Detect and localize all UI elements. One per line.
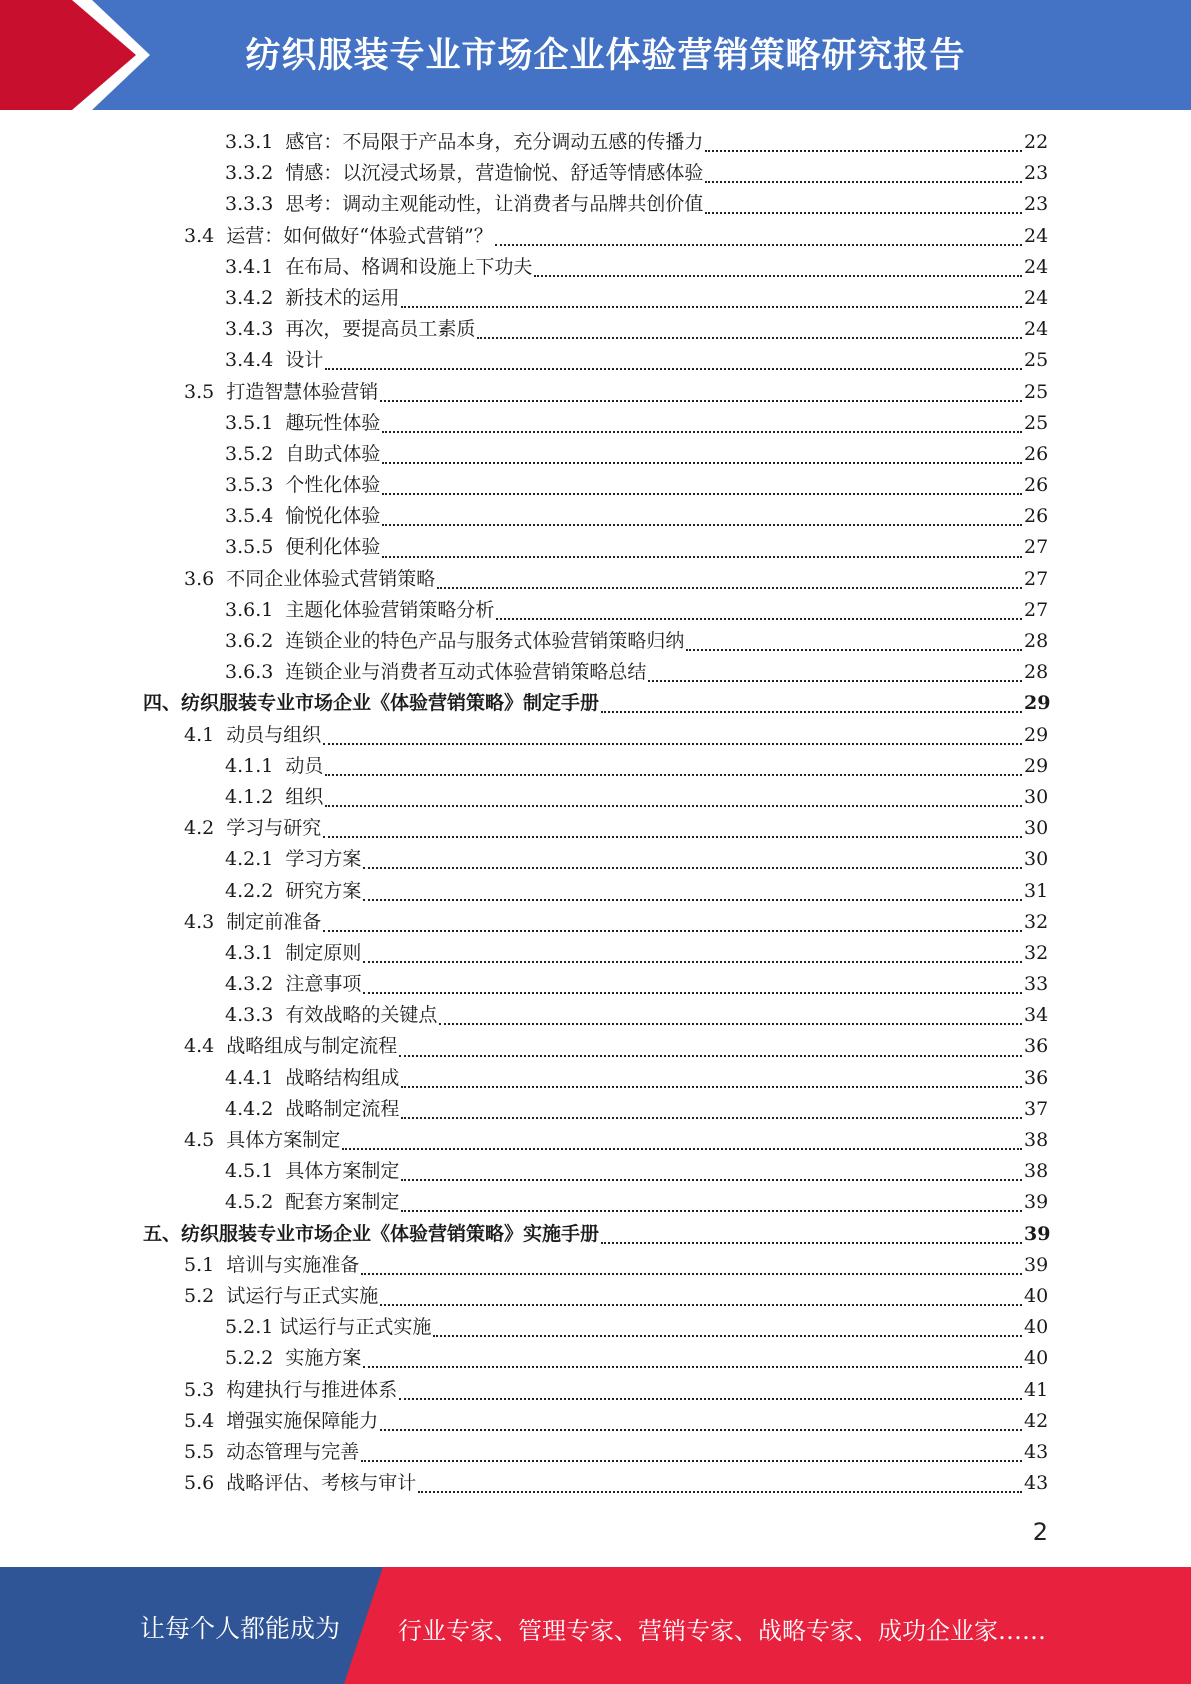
toc-entry-page: 38: [1024, 1160, 1049, 1183]
toc-entry-label: 5.2 试运行与正式实施: [184, 1284, 379, 1307]
toc-entry-page: 36: [1024, 1035, 1049, 1058]
toc-leader-dots: [380, 399, 1022, 402]
toc-entry-page: 24: [1024, 286, 1049, 309]
footer-roles: 行业专家、管理专家、营销专家、战略专家、成功企业家……: [398, 1617, 1046, 1645]
toc-entry[interactable]: [0, 1031, 1191, 1062]
toc-entry[interactable]: [0, 1406, 1191, 1437]
toc-entry-page: 41: [1024, 1378, 1049, 1401]
toc-entry[interactable]: [0, 688, 1191, 719]
toc-leader-dots: [495, 243, 1022, 246]
toc-entry[interactable]: [0, 532, 1191, 563]
toc-leader-dots: [534, 274, 1022, 277]
toc-entry[interactable]: [0, 844, 1191, 875]
toc-entry[interactable]: [0, 439, 1191, 470]
toc-entry-label: 4.3.1 制定原则: [225, 941, 362, 964]
toc-leader-dots: [325, 773, 1022, 776]
toc-entry-page: 42: [1024, 1409, 1049, 1432]
toc-entry-page: 40: [1024, 1316, 1049, 1339]
toc-entry[interactable]: [0, 221, 1191, 252]
toc-entry[interactable]: [0, 876, 1191, 907]
toc-entry[interactable]: [0, 377, 1191, 408]
toc-entry-label: 3.3.1 感官：不局限于产品本身，充分调动五感的传播力: [225, 131, 704, 153]
toc-leader-dots: [323, 742, 1022, 745]
toc-entry-page: 24: [1024, 255, 1049, 278]
toc-entry[interactable]: [0, 1219, 1191, 1250]
toc-entry-page: 31: [1024, 879, 1049, 902]
toc-entry-label: 3.6.3 连锁企业与消费者互动式体验营销策略总结: [225, 661, 647, 684]
toc-entry-page: 27: [1024, 567, 1049, 590]
toc-entry-page: 39: [1024, 1222, 1051, 1245]
table-of-contents: [0, 127, 1191, 1499]
toc-leader-dots: [705, 149, 1022, 152]
toc-entry-label: 4.5 具体方案制定: [184, 1129, 341, 1151]
toc-entry[interactable]: [0, 813, 1191, 844]
toc-entry-page: 37: [1024, 1097, 1049, 1120]
toc-entry-page: 25: [1024, 411, 1049, 434]
toc-entry-page: 40: [1024, 1284, 1049, 1307]
toc-entry[interactable]: [0, 1312, 1191, 1343]
toc-entry[interactable]: [0, 1063, 1191, 1094]
toc-entry-page: 23: [1024, 193, 1049, 216]
toc-entry-page: 29: [1024, 692, 1051, 715]
toc-entry[interactable]: [0, 345, 1191, 376]
toc-entry[interactable]: [0, 1250, 1191, 1281]
toc-leader-dots: [401, 1209, 1022, 1212]
toc-entry-label: 四、纺织服装专业市场企业《体验营销策略》制定手册: [143, 692, 600, 715]
toc-leader-dots: [361, 1459, 1022, 1462]
toc-entry-page: 32: [1024, 941, 1049, 964]
toc-entry-page: 43: [1024, 1440, 1049, 1463]
toc-entry-page: 29: [1024, 723, 1049, 746]
toc-entry[interactable]: [0, 189, 1191, 220]
toc-entry-label: 3.6.1 主题化体验营销策略分析: [225, 598, 495, 621]
toc-entry[interactable]: [0, 1437, 1191, 1468]
toc-leader-dots: [399, 1397, 1022, 1400]
toc-entry-label: 4.5.2 配套方案制定: [225, 1191, 400, 1214]
toc-leader-dots: [382, 523, 1022, 526]
toc-entry-page: 38: [1024, 1129, 1049, 1151]
toc-leader-dots: [705, 180, 1022, 183]
toc-leader-dots: [437, 586, 1022, 589]
toc-leader-dots: [477, 336, 1022, 339]
toc-entry-label: 3.3.3 思考：调动主观能动性，让消费者与品牌共创价值: [225, 193, 704, 216]
toc-entry-label: 5.2.1 试运行与正式实施: [225, 1316, 432, 1339]
toc-entry[interactable]: [0, 501, 1191, 532]
toc-leader-dots: [363, 866, 1022, 869]
toc-leader-dots: [363, 991, 1022, 994]
toc-entry[interactable]: [0, 720, 1191, 751]
toc-leader-dots: [325, 367, 1022, 370]
toc-entry-page: 30: [1024, 817, 1049, 840]
toc-entry[interactable]: [0, 969, 1191, 1000]
toc-entry[interactable]: [0, 283, 1191, 314]
toc-entry-label: 4.3.3 有效战略的关键点: [225, 1004, 438, 1027]
toc-entry-label: 4.5.1 具体方案制定: [225, 1160, 400, 1183]
toc-entry-page: 26: [1024, 474, 1049, 497]
toc-entry-label: 3.3.2 情感：以沉浸式场景，营造愉悦、舒适等情感体验: [225, 162, 704, 185]
toc-entry-label: 4.2 学习与研究: [184, 817, 322, 840]
footer-band: [0, 1567, 1191, 1684]
toc-entry-page: 25: [1024, 380, 1049, 403]
toc-entry[interactable]: [0, 1000, 1191, 1031]
toc-entry[interactable]: [0, 626, 1191, 657]
toc-entry[interactable]: [0, 127, 1191, 158]
toc-entry[interactable]: [0, 1281, 1191, 1312]
toc-entry-page: 24: [1024, 224, 1049, 247]
toc-leader-dots: [361, 1272, 1022, 1275]
toc-entry-label: 4.4.2 战略制定流程: [225, 1097, 400, 1120]
toc-leader-dots: [433, 1334, 1022, 1337]
toc-entry-label: 4.1 动员与组织: [184, 723, 322, 746]
toc-entry-page: 22: [1024, 131, 1049, 153]
toc-leader-dots: [418, 1490, 1022, 1493]
toc-entry-label: 3.5.4 愉悦化体验: [225, 505, 381, 528]
toc-entry-page: 23: [1024, 162, 1049, 185]
toc-entry-label: 4.2.2 研究方案: [225, 879, 362, 902]
toc-leader-dots: [601, 710, 1022, 713]
toc-entry-label: 3.4 运营：如何做好“体验式营销”？: [184, 224, 493, 247]
toc-entry[interactable]: [0, 1094, 1191, 1125]
toc-leader-dots: [382, 555, 1022, 558]
toc-entry-label: 4.2.1 学习方案: [225, 848, 362, 871]
toc-entry-page: 28: [1024, 630, 1049, 652]
toc-entry[interactable]: [0, 564, 1191, 595]
toc-entry-page: 25: [1024, 349, 1049, 372]
toc-entry-page: 34: [1024, 1004, 1049, 1027]
toc-entry-label: 3.5.1 趣玩性体验: [225, 411, 381, 434]
toc-entry-page: 29: [1024, 754, 1049, 777]
toc-entry[interactable]: [0, 1375, 1191, 1406]
toc-leader-dots: [380, 1303, 1022, 1306]
toc-entry-label: 3.5.5 便利化体验: [225, 536, 381, 559]
toc-entry[interactable]: [0, 751, 1191, 782]
toc-entry-page: 28: [1024, 661, 1049, 684]
toc-leader-dots: [323, 835, 1022, 838]
toc-entry-label: 3.6.2 连锁企业的特色产品与服务式体验营销策略归纳: [225, 630, 685, 652]
toc-entry[interactable]: [0, 907, 1191, 938]
toc-entry[interactable]: [0, 158, 1191, 189]
toc-entry-label: 4.4.1 战略结构组成: [225, 1066, 400, 1089]
toc-leader-dots: [342, 1147, 1022, 1150]
toc-leader-dots: [363, 1365, 1022, 1368]
toc-entry-label: 4.1.2 组织: [225, 785, 324, 808]
toc-entry-page: 24: [1024, 318, 1049, 341]
toc-entry-label: 3.5.2 自助式体验: [225, 442, 381, 465]
toc-entry-label: 4.3.2 注意事项: [225, 973, 362, 996]
footer-slogan: 让每个人都能成为: [140, 1614, 341, 1643]
toc-leader-dots: [323, 929, 1022, 932]
toc-entry-label: 五、纺织服装专业市场企业《体验营销策略》实施手册: [143, 1222, 600, 1245]
toc-entry[interactable]: [0, 252, 1191, 283]
toc-entry-label: 3.6 不同企业体验式营销策略: [184, 567, 436, 590]
toc-entry-label: 5.3 构建执行与推进体系: [184, 1378, 398, 1401]
toc-entry-page: 26: [1024, 505, 1049, 528]
toc-entry-label: 3.4.1 在布局、格调和设施上下功夫: [225, 255, 533, 278]
toc-entry-label: 4.4 战略组成与制定流程: [184, 1035, 398, 1058]
toc-entry-label: 5.1 培训与实施准备: [184, 1253, 360, 1276]
toc-leader-dots: [401, 305, 1022, 308]
toc-entry-page: 43: [1024, 1472, 1049, 1495]
toc-entry-label: 5.6 战略评估、考核与审计: [184, 1472, 417, 1495]
toc-entry-page: 33: [1024, 973, 1049, 996]
toc-entry-label: 4.3 制定前准备: [184, 910, 322, 933]
toc-entry[interactable]: [0, 938, 1191, 969]
toc-entry[interactable]: [0, 1468, 1191, 1499]
toc-leader-dots: [401, 1085, 1022, 1088]
toc-leader-dots: [380, 1428, 1022, 1431]
toc-entry-page: 26: [1024, 442, 1049, 465]
toc-entry[interactable]: [0, 1156, 1191, 1187]
toc-entry-page: 30: [1024, 848, 1049, 871]
toc-entry-page: 39: [1024, 1253, 1049, 1276]
toc-entry-label: 4.1.1 动员: [225, 754, 324, 777]
toc-entry-page: 39: [1024, 1191, 1049, 1214]
toc-entry[interactable]: [0, 314, 1191, 345]
toc-entry[interactable]: [0, 657, 1191, 688]
toc-entry-page: 27: [1024, 536, 1049, 559]
toc-entry[interactable]: [0, 1125, 1191, 1156]
toc-entry[interactable]: [0, 1187, 1191, 1218]
toc-entry[interactable]: [0, 782, 1191, 813]
toc-entry[interactable]: [0, 408, 1191, 439]
toc-entry-label: 5.4 增强实施保障能力: [184, 1409, 379, 1432]
toc-leader-dots: [382, 492, 1022, 495]
header-band: [0, 0, 1191, 110]
toc-entry-page: 40: [1024, 1347, 1049, 1370]
toc-leader-dots: [325, 804, 1022, 807]
toc-entry-label: 5.5 动态管理与完善: [184, 1440, 360, 1463]
toc-leader-dots: [399, 1054, 1022, 1057]
toc-leader-dots: [439, 1022, 1022, 1025]
toc-entry-label: 3.5 打造智慧体验营销: [184, 380, 379, 403]
toc-leader-dots: [363, 960, 1022, 963]
document-title: 纺织服装专业市场企业体验营销策略研究报告: [245, 36, 966, 76]
toc-entry[interactable]: [0, 1343, 1191, 1374]
toc-leader-dots: [363, 898, 1022, 901]
toc-entry[interactable]: [0, 470, 1191, 501]
toc-entry-label: 5.2.2 实施方案: [225, 1347, 362, 1370]
toc-entry-label: 3.5.3 个性化体验: [225, 474, 381, 497]
toc-entry[interactable]: [0, 595, 1191, 626]
toc-entry-page: 27: [1024, 598, 1049, 621]
toc-leader-dots: [686, 648, 1022, 651]
toc-leader-dots: [401, 1116, 1022, 1119]
toc-leader-dots: [382, 430, 1022, 433]
page-number: 2: [1032, 1518, 1048, 1546]
toc-leader-dots: [648, 679, 1022, 682]
toc-leader-dots: [382, 461, 1022, 464]
toc-leader-dots: [401, 1178, 1022, 1181]
toc-entry-page: 36: [1024, 1066, 1049, 1089]
toc-entry-page: 30: [1024, 785, 1049, 808]
toc-entry-page: 32: [1024, 910, 1049, 933]
toc-entry-label: 3.4.2 新技术的运用: [225, 286, 400, 309]
toc-entry-label: 3.4.4 设计: [225, 349, 324, 372]
toc-leader-dots: [601, 1241, 1022, 1244]
toc-entry-label: 3.4.3 再次，要提高员工素质: [225, 318, 476, 341]
toc-leader-dots: [705, 211, 1022, 214]
toc-leader-dots: [496, 617, 1022, 620]
